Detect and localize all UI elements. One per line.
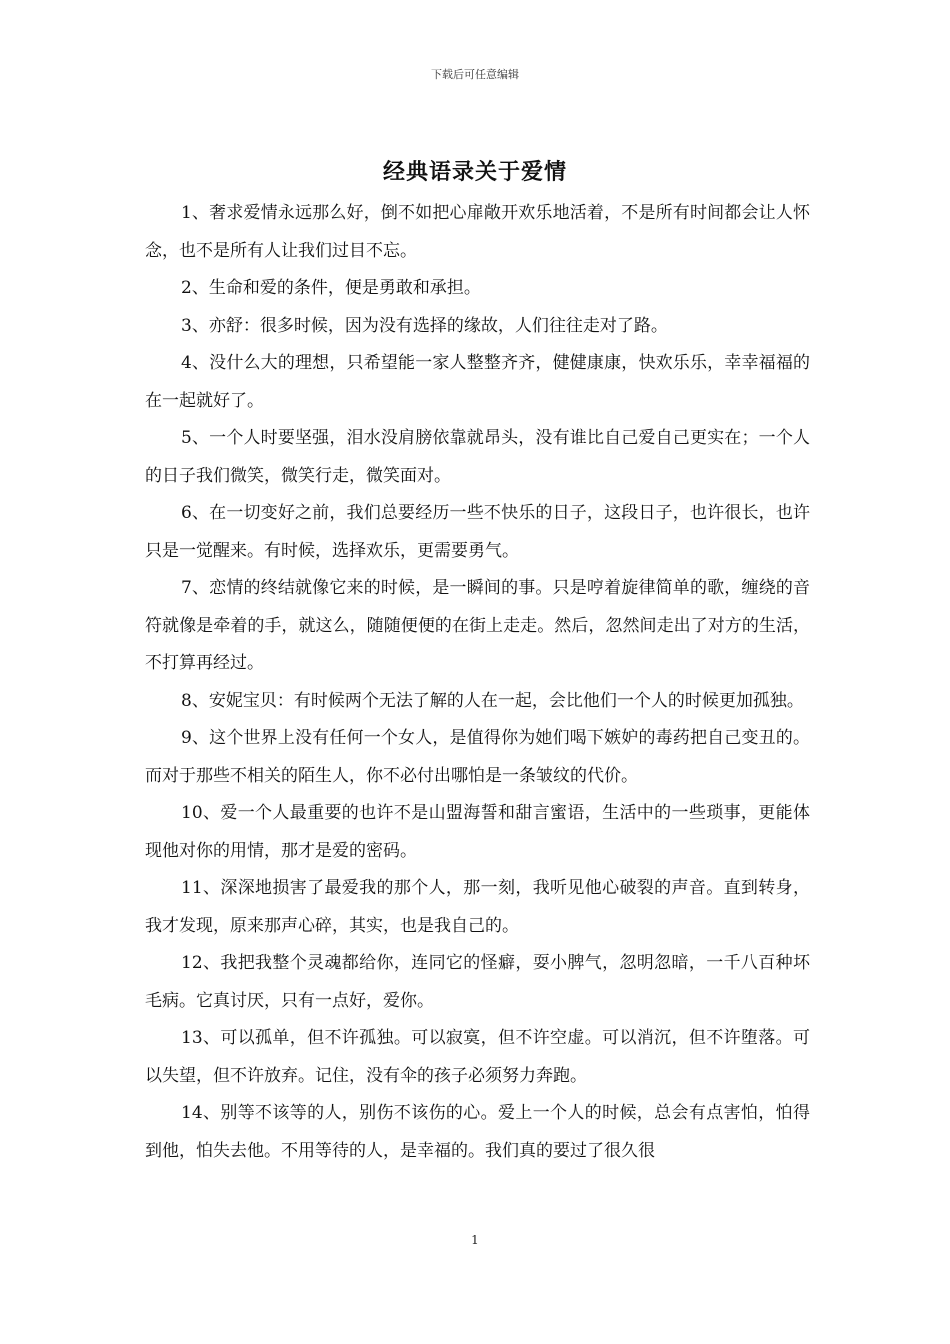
page-number: 1 [471, 1233, 479, 1247]
header-note: 下载后可任意编辑 [431, 68, 519, 81]
quote-paragraph-7: 7、恋情的终结就像它来的时候，是一瞬间的事。只是哼着旋律简单的歌，缠绕的音符就像是牵着的手，就这么，随随便便的在街上走走。然后，忽然间走出了对方的生活，不打算再经过。 [145, 578, 810, 673]
quote-paragraph-9: 9、这个世界上没有任何一个女人，是值得你为她们喝下嫉妒的毒药把自己变丑的。而对于那些不相关的陌生人，你不必付出哪怕是一条皱纹的代价。 [145, 728, 810, 786]
quote-paragraph-1: 1、奢求爱情永远那么好，倒不如把心扉敞开欢乐地活着，不是所有时间都会让人怀念，也不是所有人让我们过目不忘。 [145, 203, 810, 261]
quote-paragraph-11: 11、深深地损害了最爱我的那个人，那一刻，我听见他心破裂的声音。直到转身，我才发现，原来那声心碎，其实，也是我自己的。 [145, 878, 810, 936]
document-title: 经典语录关于爱情 [382, 160, 567, 185]
quote-paragraph-13: 13、可以孤单，但不许孤独。可以寂寞，但不许空虚。可以消沉，但不许堕落。可以失望，但不许放弃。记住，没有伞的孩子必须努力奔跑。 [145, 1028, 810, 1086]
quote-paragraph-12: 12、我把我整个灵魂都给你，连同它的怪癖，耍小脾气，忽明忽暗，一千八百种坏毛病。它真讨厌，只有一点好，爱你。 [145, 953, 810, 1011]
quote-paragraph-3: 3、亦舒：很多时候，因为没有选择的缘故，人们往往走对了路。 [181, 315, 668, 336]
quote-paragraph-4: 4、没什么大的理想，只希望能一家人整整齐齐，健健康康，快欢乐乐，幸幸福福的在一起就好了。 [145, 353, 810, 411]
quote-paragraph-5: 5、一个人时要坚强，泪水没肩膀依靠就昂头，没有谁比自己爱自己更实在；一个人的日子我们微笑，微笑行走，微笑面对。 [145, 428, 810, 486]
quote-paragraph-2: 2、生命和爱的条件，便是勇敢和承担。 [181, 278, 481, 298]
quote-paragraph-10: 10、爱一个人最重要的也许不是山盟海誓和甜言蜜语，生活中的一些琐事，更能体现他对你的用情，那才是爱的密码。 [145, 803, 810, 861]
quote-paragraph-6: 6、在一切变好之前，我们总要经历一些不快乐的日子，这段日子，也许很长，也许只是一觉醒来。有时候，选择欢乐，更需要勇气。 [145, 503, 810, 561]
document-body [145, 195, 810, 1170]
quote-paragraph-8: 8、安妮宝贝：有时候两个无法了解的人在一起，会比他们一个人的时候更加孤独。 [181, 690, 804, 711]
quote-paragraph-14: 14、别等不该等的人，别伤不该伤的心。爱上一个人的时候，总会有点害怕，怕得到他，怕失去他。不用等待的人，是幸福的。我们真的要过了很久很 [145, 1103, 810, 1161]
